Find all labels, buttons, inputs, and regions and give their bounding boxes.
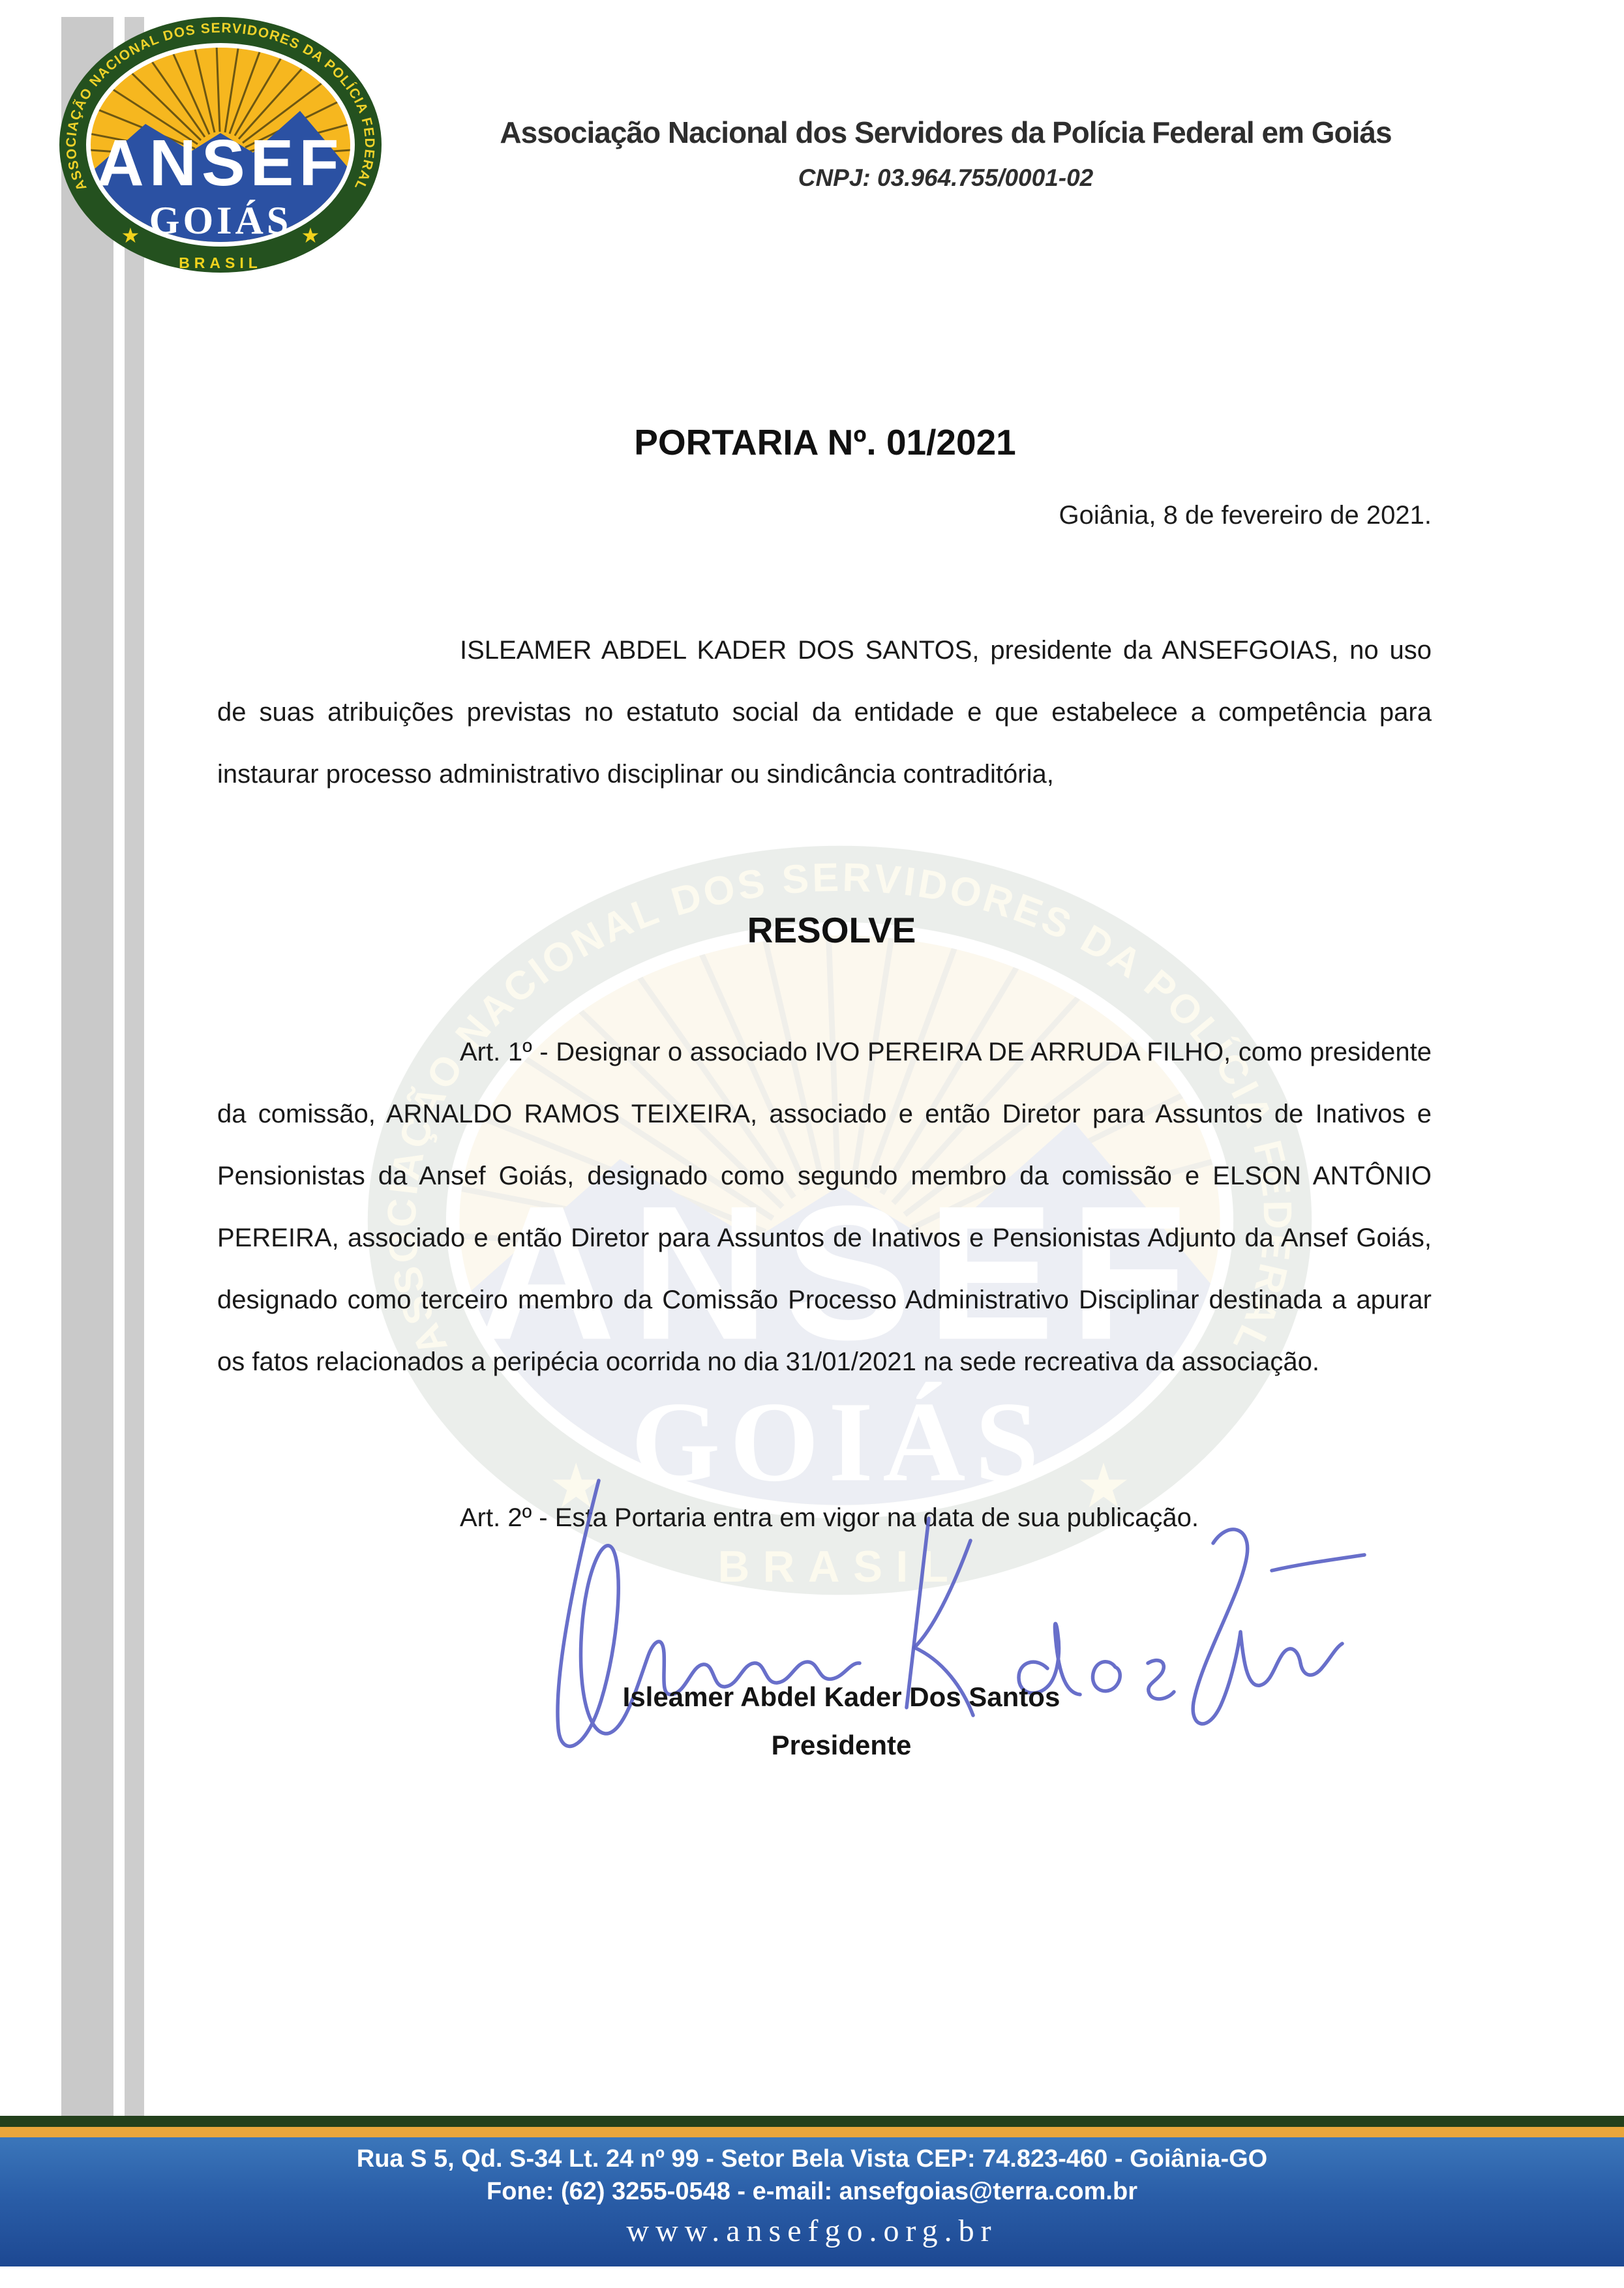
scan-artifact-strip (61, 17, 113, 2117)
article-2-paragraph: Art. 2º - Esta Portaria entra em vigor na data de sua publicação. (460, 1503, 1199, 1532)
footer-green-stripe (0, 2116, 1624, 2127)
footer-address: Rua S 5, Qd. S-34 Lt. 24 nº 99 - Setor Bela Vista CEP: 74.823-460 - Goiânia-GO (356, 2145, 1268, 2173)
footer-gold-stripe (0, 2127, 1624, 2137)
ansef-logo (57, 14, 383, 275)
org-name: Associação Nacional dos Servidores da Polícia Federal em Goiás (500, 115, 1392, 149)
footer (0, 2116, 1624, 2288)
page-title: PORTARIA Nº. 01/2021 (634, 422, 1016, 462)
footer-blue-panel (0, 2137, 1624, 2266)
dateline: Goiânia, 8 de fevereiro de 2021. (1059, 501, 1432, 530)
signer-name: Isleamer Abdel Kader Dos Santos (622, 1681, 1060, 1712)
article-1-paragraph: Art. 1º - Designar o associado IVO PEREIRA DE ARRUDA FILHO, como presidente da comissão, ARNALDO RAMOS TEIXEIRA, associado e então Diretor para Assuntos de Inativos e Pensionistas da Ansef Goiás, designado como segundo membro da comissão e ELSON ANTÔNIO PEREIRA, associado e então Diretor para Assuntos de Inativos e Pensionistas Adjunto da Ansef Goiás, designado como terceiro membro da Comissão Processo Administrativo Disciplinar destinada a apurar os fatos relacionados a peripécia ocorrida no dia 31/01/2021 na sede recreativa da associação. (217, 1038, 1432, 1376)
letterhead (391, 115, 1500, 192)
footer-website: www.ansefgo.org.br (626, 2214, 998, 2248)
preamble-paragraph: ISLEAMER ABDEL KADER DOS SANTOS, presidente da ANSEFGOIAS, no uso de suas atribuições previstas no estatuto social da entidade e que estabelece a competência para instaurar processo administrativo disciplinar ou sindicância contraditória, (217, 636, 1432, 789)
signature-handwriting (502, 1473, 1370, 1766)
scan-artifact-strip (125, 17, 144, 2117)
cnpj-line: CNPJ: 03.964.755/0001-02 (798, 164, 1094, 191)
resolve-heading: RESOLVE (747, 910, 916, 950)
signer-role: Presidente (771, 1730, 912, 1760)
footer-phone-email: Fone: (62) 3255-0548 - e-mail: ansefgoias@terra.com.br (487, 2178, 1137, 2205)
